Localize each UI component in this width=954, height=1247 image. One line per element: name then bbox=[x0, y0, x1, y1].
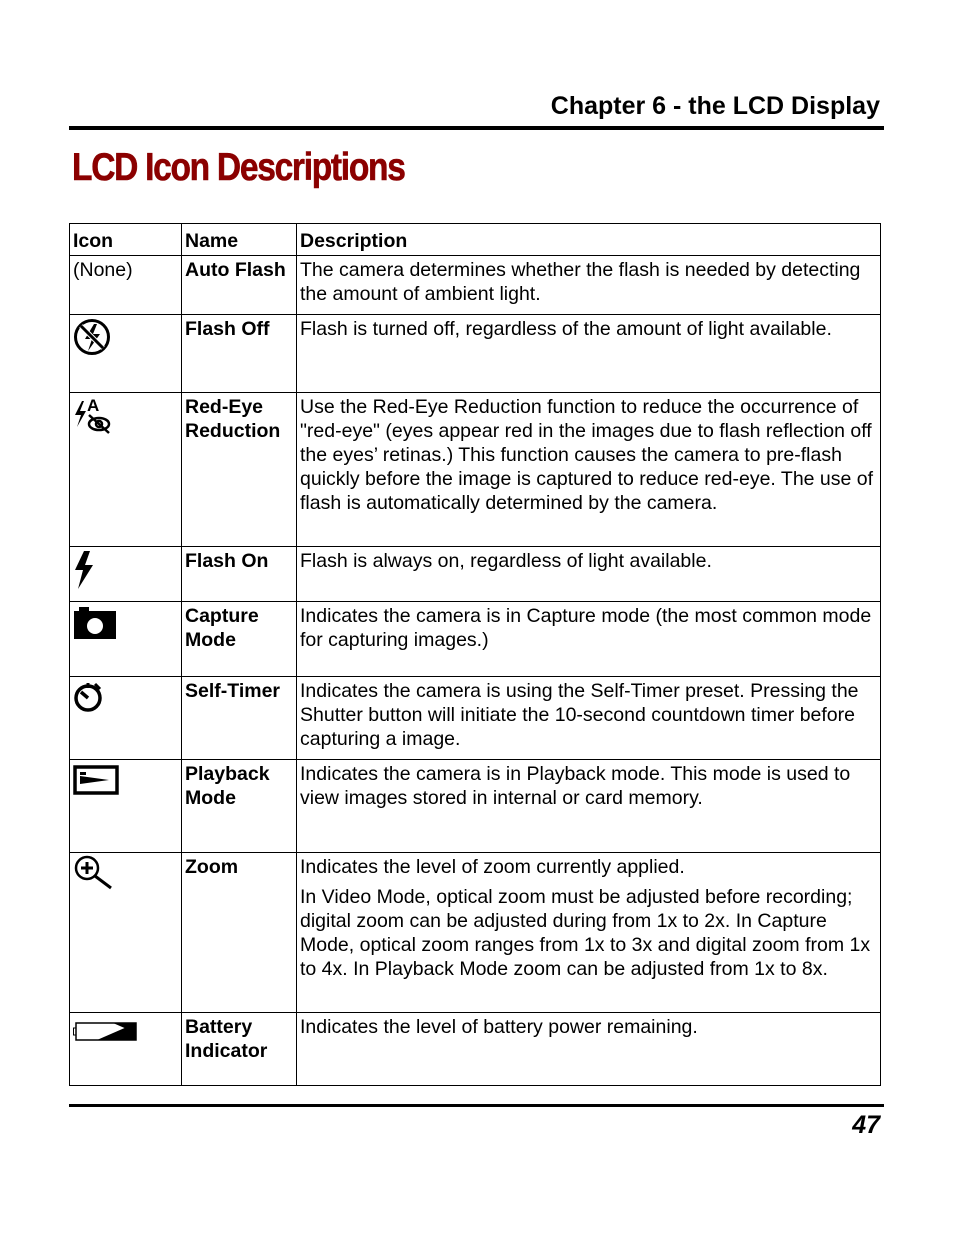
zoom-icon bbox=[73, 855, 179, 891]
row-name: Zoom bbox=[182, 853, 297, 1013]
flash-on-icon bbox=[73, 550, 179, 590]
table-row bbox=[70, 677, 881, 760]
table-row bbox=[70, 602, 881, 677]
row-description: Indicates the camera is in Capture mode (the most common mode for capturing images.) bbox=[297, 602, 881, 677]
icon-table bbox=[69, 223, 881, 1086]
table-row bbox=[70, 547, 881, 602]
bottom-rule bbox=[69, 1104, 884, 1107]
row-description-para-1: Indicates the level of zoom currently applied. bbox=[300, 856, 685, 878]
page-title: LCD Icon Descriptions bbox=[72, 146, 405, 189]
row-description: Indicates the camera is using the Self-Timer preset. Pressing the Shutter button will initiate the 10-second countdown timer before capturing a image. bbox=[297, 677, 881, 760]
row-name: Battery Indicator bbox=[182, 1013, 297, 1086]
red-eye-icon bbox=[73, 395, 179, 435]
row-name: Auto Flash bbox=[182, 256, 297, 315]
top-rule bbox=[69, 126, 884, 130]
row-description: Flash is always on, regardless of light available. bbox=[297, 547, 881, 602]
page-number: 47 bbox=[852, 1111, 880, 1139]
row-description: The camera determines whether the flash is needed by detecting the amount of ambient light. bbox=[297, 256, 881, 315]
row-name: Self-Timer bbox=[182, 677, 297, 760]
chapter-heading: Chapter 6 - the LCD Display bbox=[550, 92, 880, 120]
column-header-icon: Icon bbox=[70, 224, 182, 256]
row-description: Indicates the level of battery power remaining. bbox=[297, 1013, 881, 1086]
table-row bbox=[70, 315, 881, 393]
battery-icon bbox=[73, 1021, 179, 1043]
row-name: Flash On bbox=[182, 547, 297, 602]
camera-icon bbox=[73, 606, 179, 640]
row-description-para-2: In Video Mode, optical zoom must be adjusted before recording; digital zoom can be adjusted during from 1x to 2x. In Capture Mode, optical zoom ranges from 1x to 3x and digital zoom from 1x to 4x. In Playback Mode zoom can be adjusted from 1x to 8x. bbox=[300, 886, 871, 980]
icon-cell-none: (None) bbox=[70, 256, 182, 315]
svg-text:A: A bbox=[87, 396, 100, 415]
table-row bbox=[70, 760, 881, 853]
table-header-row bbox=[70, 224, 881, 256]
table-row bbox=[70, 1013, 881, 1086]
row-name: Capture Mode bbox=[182, 602, 297, 677]
flash-off-icon bbox=[73, 317, 179, 357]
self-timer-icon bbox=[73, 679, 179, 713]
column-header-name: Name bbox=[182, 224, 297, 256]
table-row bbox=[70, 256, 881, 315]
table-row bbox=[70, 393, 881, 547]
row-description: Use the Red-Eye Reduction function to reduce the occurrence of "red-eye" (eyes appear red in the images due to flash reflection off the eyes’ retinas.) This function causes the camera to pre-flash quickly before the image is captured to reduce red-eye. The use of flash is automatically determined by the camera. bbox=[297, 393, 881, 547]
playback-icon bbox=[73, 765, 179, 795]
row-description: Flash is turned off, regardless of the amount of light available. bbox=[297, 315, 881, 393]
row-name: Flash Off bbox=[182, 315, 297, 393]
table-row bbox=[70, 853, 881, 1013]
row-name: Red-Eye Reduction bbox=[182, 393, 297, 547]
row-description: Indicates the camera is in Playback mode. This mode is used to view images stored in internal or card memory. bbox=[297, 760, 881, 853]
row-name: Playback Mode bbox=[182, 760, 297, 853]
row-description bbox=[297, 853, 881, 1013]
column-header-description: Description bbox=[297, 224, 881, 256]
